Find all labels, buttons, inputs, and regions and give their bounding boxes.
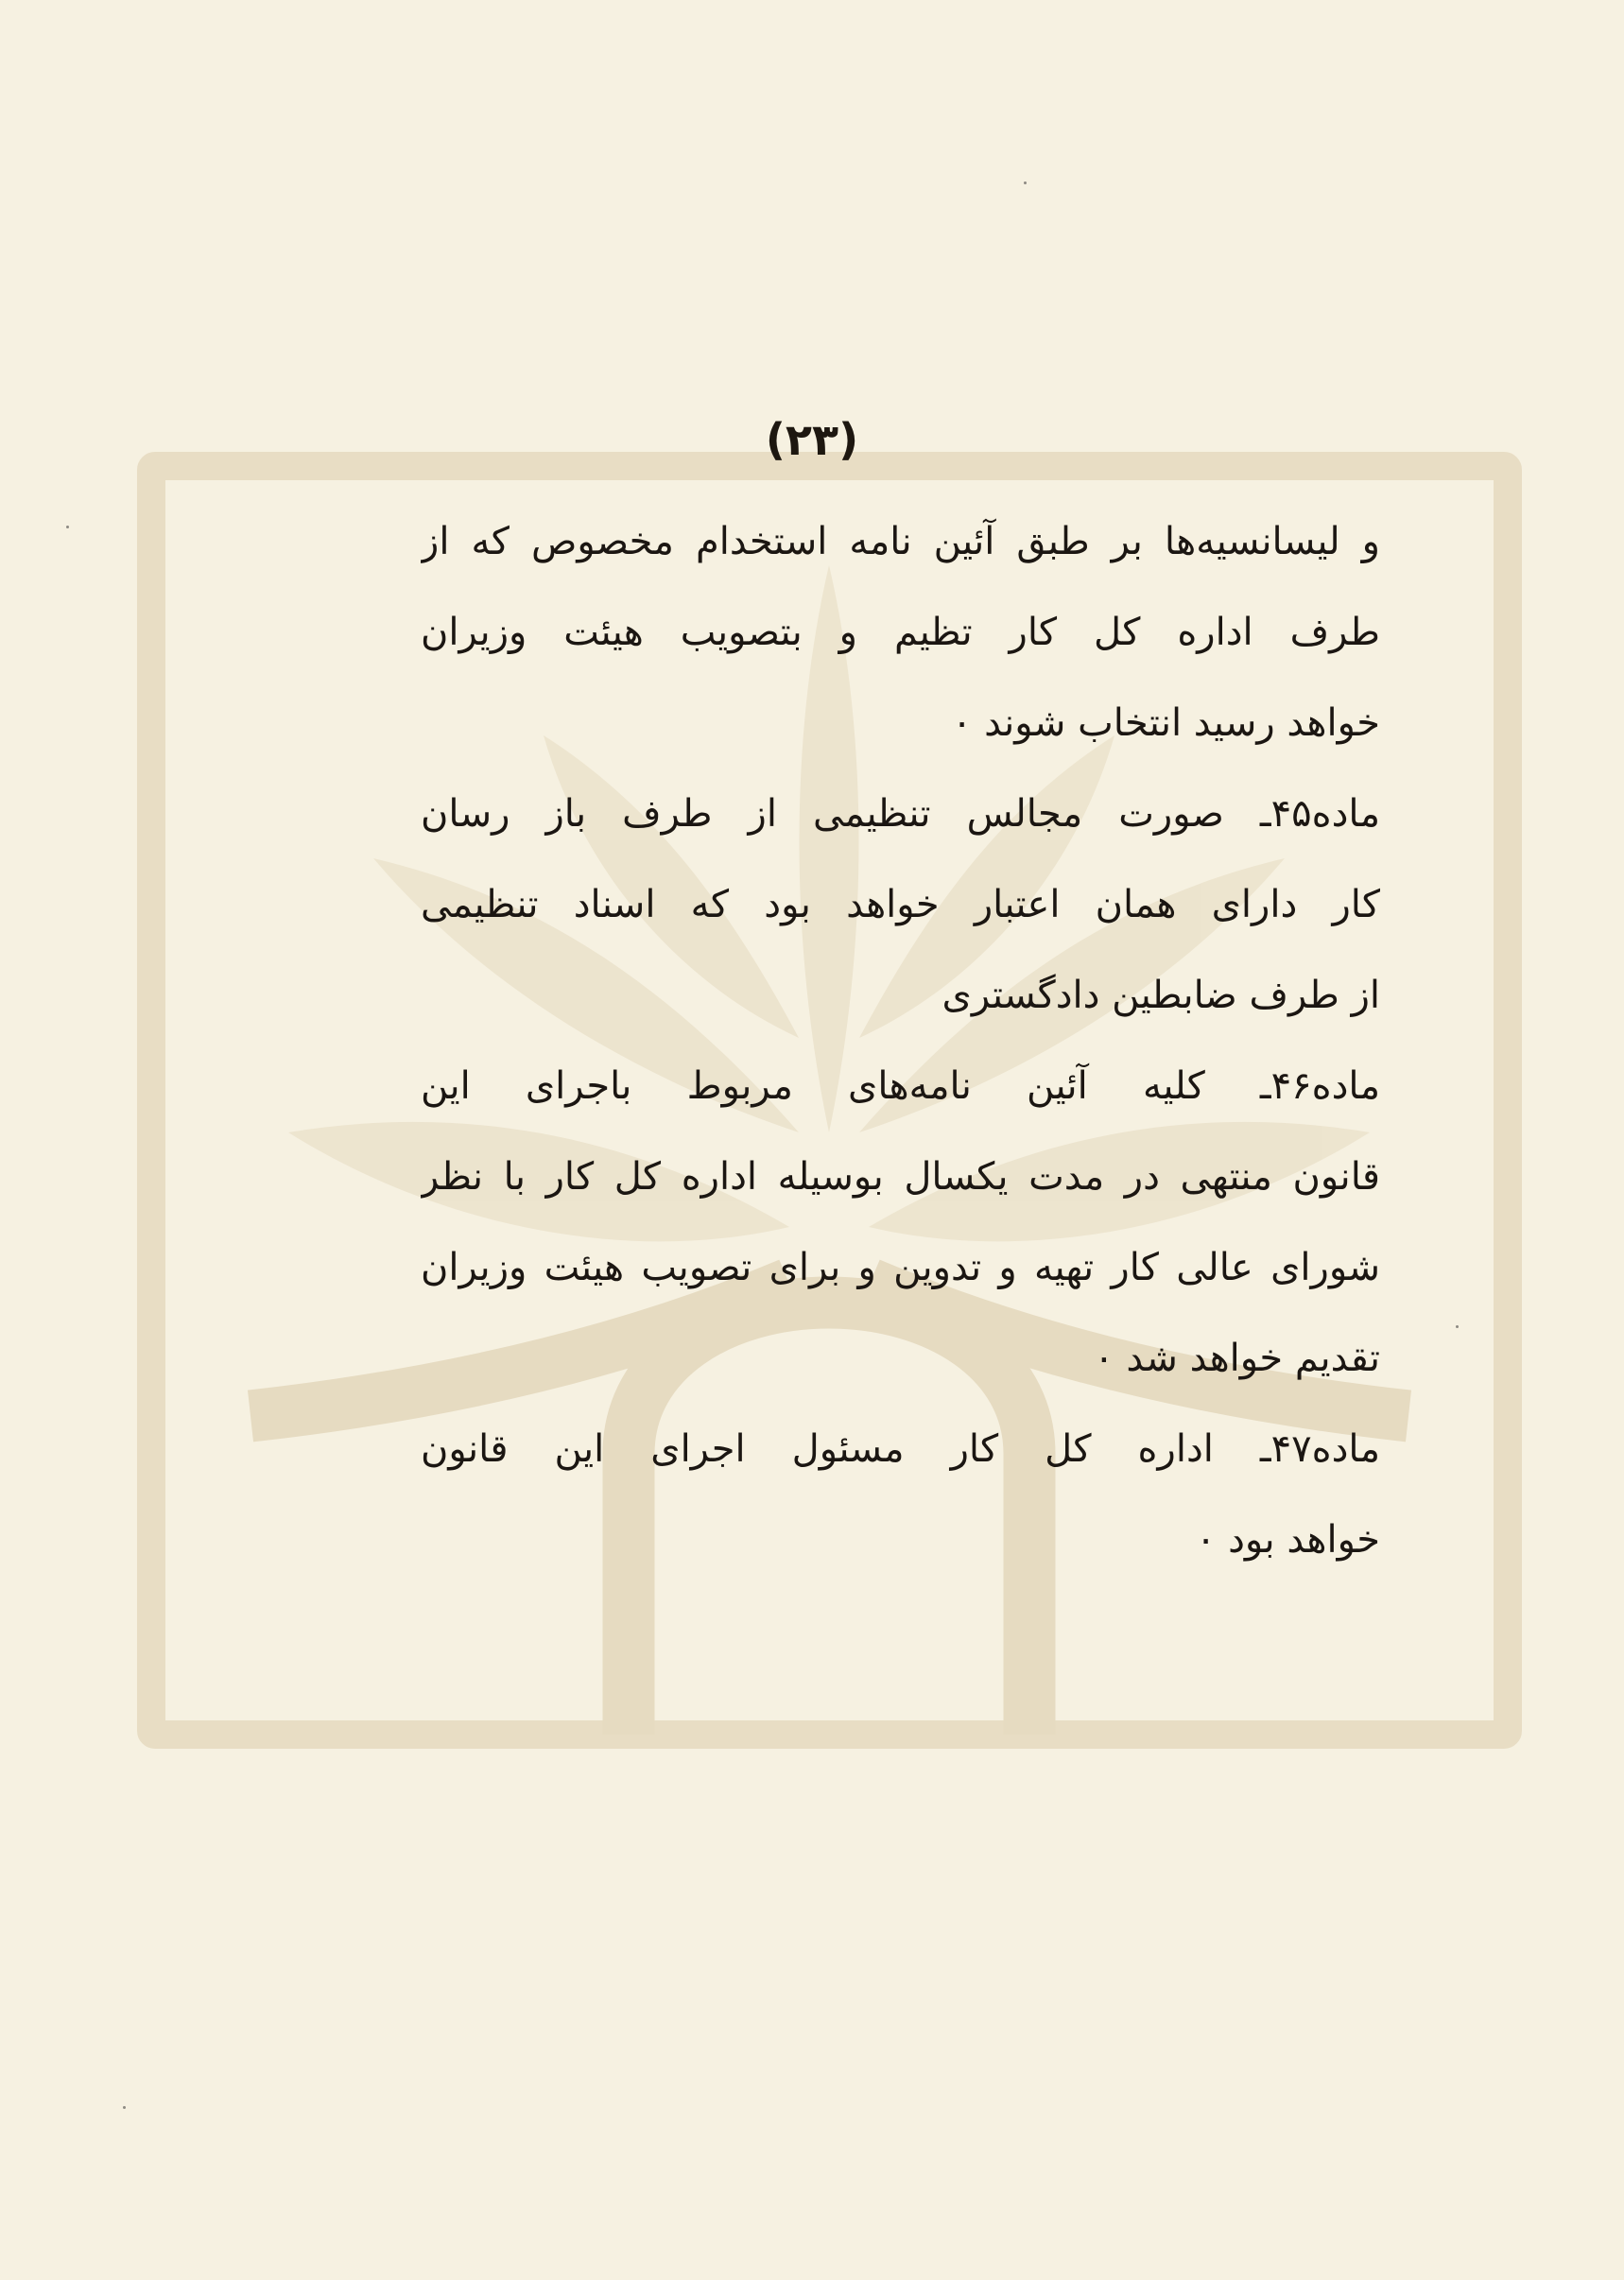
page-number: (۲۳) (765, 414, 859, 465)
text-line: خواهد بود ٠ (1195, 1518, 1380, 1562)
article-45-heading-line: ماده۴۵ـ صورت مجالس تنظیمی از طرف باز رسان (421, 792, 1380, 836)
paper-speck (66, 526, 69, 528)
body-text (421, 496, 1380, 1585)
paper-speck (1024, 181, 1027, 184)
text-line: تقدیم خواهد شد ٠ (1094, 1337, 1380, 1380)
article-46-heading-line: ماده۴۶ـ کلیه آئین نامه‌های مربوط باجرای این (421, 1064, 1380, 1108)
paper-speck (123, 2106, 126, 2109)
text-line: شورای عالی کار تهیه و تدوین و برای تصویب هیئت وزیران (421, 1246, 1380, 1289)
text-line: طرف اداره کل کار تظیم و بتصویب هیئت وزیران (421, 611, 1380, 654)
text-line: و لیسانسیه‌ها بر طبق آئین نامه استخدام مخصوص که از (421, 520, 1380, 563)
text-line: کار دارای همان اعتبار خواهد بود که اسناد تنظیمی (421, 883, 1380, 926)
text-line: از طرف ضابطین دادگستری (942, 974, 1380, 1017)
text-line: خواهد رسید انتخاب شوند ٠ (951, 701, 1380, 745)
paper-speck (1456, 1325, 1459, 1328)
article-47-heading-line: ماده۴۷ـ اداره کل کار مسئول اجرای این قانون (421, 1427, 1380, 1471)
text-line: قانون منتهی در مدت یکسال بوسیله اداره کل کار با نظر (421, 1155, 1380, 1199)
